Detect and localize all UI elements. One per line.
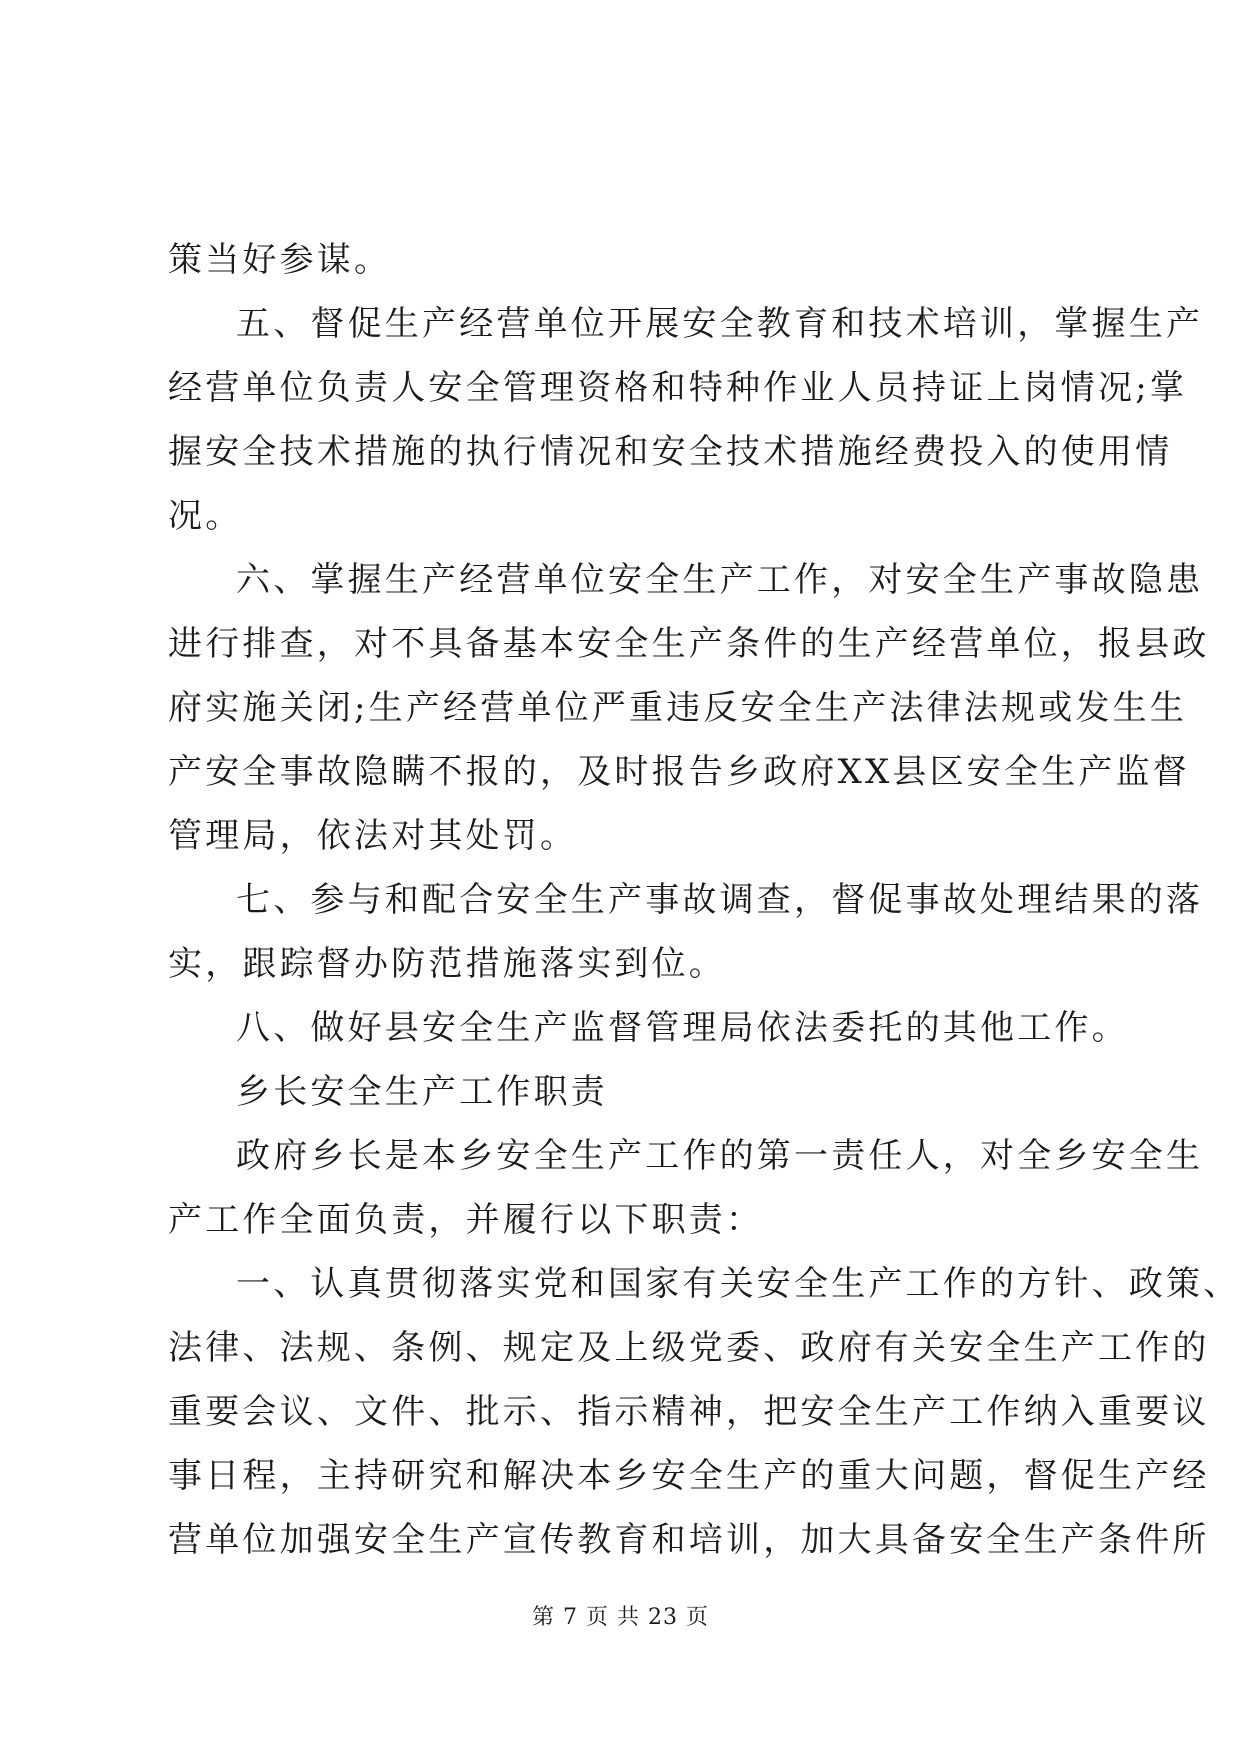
- text-line: 重要会议、文件、批示、指示精神，把安全生产工作纳入重要议: [168, 1392, 1210, 1432]
- text-line: 政府乡长是本乡安全生产工作的第一责任人，对全乡安全生: [236, 1136, 1204, 1176]
- text-line: 握安全技术措施的执行情况和安全技术措施经费投入的使用情: [168, 432, 1173, 472]
- text-line: 进行排查，对不具备基本安全生产条件的生产经营单位，报县政: [168, 624, 1210, 664]
- section-heading: 乡长安全生产工作职责: [236, 1072, 608, 1112]
- text-line: 府实施关闭;生产经营单位严重违反安全生产法律法规或发生生: [168, 688, 1188, 728]
- text-line: 八、做好县安全生产监督管理局依法委托的其他工作。: [236, 1008, 1129, 1048]
- text-line: 事日程，主持研究和解决本乡安全生产的重大问题，督促生产经: [168, 1456, 1210, 1496]
- text-line: 营单位加强安全生产宣传教育和培训，加大具备安全生产条件所: [168, 1520, 1210, 1560]
- text-line: 实，跟踪督办防范措施落实到位。: [168, 944, 726, 984]
- text-line: 管理局，依法对其处罚。: [168, 816, 578, 856]
- text-line: 经营单位负责人安全管理资格和特种作业人员持证上岗情况;掌: [168, 368, 1188, 408]
- document-body: [168, 228, 1241, 1572]
- text-line: 法律、法规、条例、规定及上级党委、政府有关安全生产工作的: [168, 1328, 1210, 1368]
- text-line: 六、掌握生产经营单位安全生产工作，对安全生产事故隐患: [236, 560, 1204, 600]
- text-line: 况。: [168, 496, 243, 536]
- text-line: 一、认真贯彻落实党和国家有关安全生产工作的方针、政策、: [236, 1264, 1241, 1304]
- text-line: 五、督促生产经营单位开展安全教育和技术培训，掌握生产: [236, 304, 1204, 344]
- text-line: 产安全事故隐瞒不报的，及时报告乡政府XX县区安全生产监督: [168, 752, 1191, 792]
- text-line: 产工作全面负责，并履行以下职责：: [168, 1200, 764, 1240]
- page-number-footer: 第 7 页 共 23 页: [532, 1605, 709, 1630]
- text-line: 七、参与和配合安全生产事故调查，督促事故处理结果的落: [236, 880, 1204, 920]
- text-line: 策当好参谋。: [168, 240, 392, 280]
